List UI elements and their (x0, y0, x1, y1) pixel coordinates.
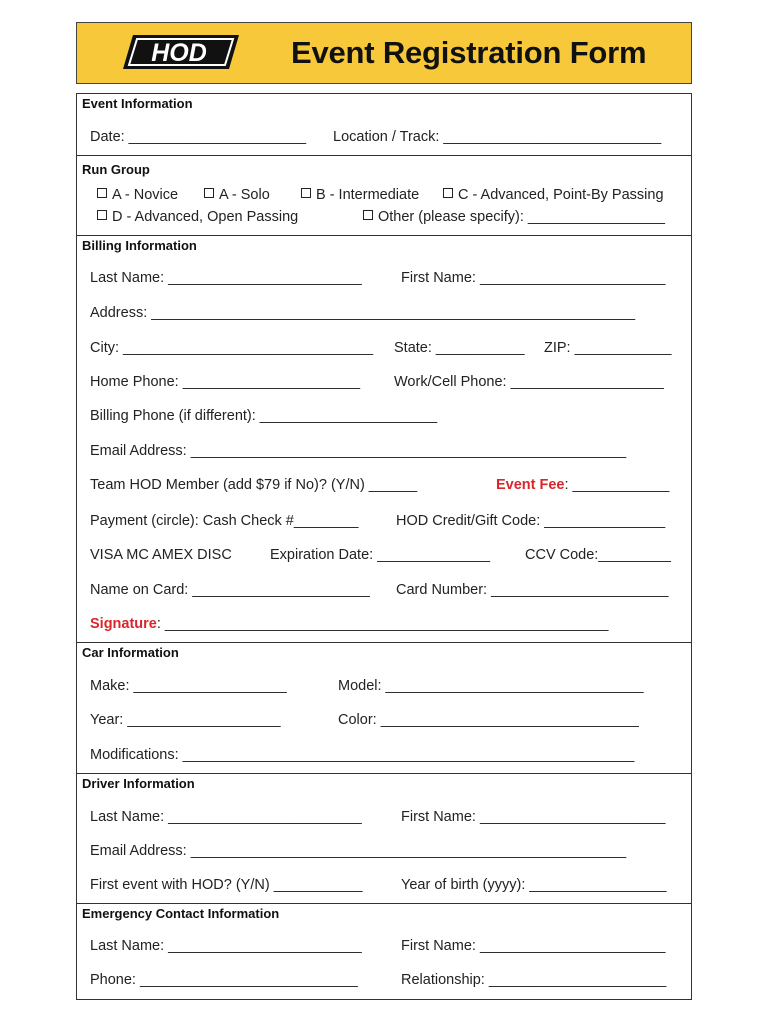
billing-work-phone-field[interactable]: Work/Cell Phone: ___________________ (394, 374, 664, 390)
billing-home-phone-field[interactable]: Home Phone: ______________________ (90, 374, 361, 390)
car-modifications-field[interactable]: Modifications: ________________________________________________________ (90, 747, 635, 763)
card-type-options[interactable]: VISA MC AMEX DISC (90, 547, 232, 563)
credit-code-field[interactable]: HOD Credit/Gift Code: _______________ (396, 513, 666, 529)
emergency-phone-field[interactable]: Phone: ___________________________ (90, 972, 358, 988)
billing-state-field[interactable]: State: ___________ (394, 340, 525, 356)
section-divider (76, 642, 692, 643)
section-divider (76, 773, 692, 774)
billing-email-field[interactable]: Email Address: ______________________________________________________ (90, 443, 627, 459)
billing-last-name-field[interactable]: Last Name: ________________________ (90, 270, 362, 286)
section-divider (76, 235, 692, 236)
ccv-code-field[interactable]: CCV Code:_________ (525, 547, 671, 563)
form-header (76, 22, 692, 84)
section-emergency-heading: Emergency Contact Information (82, 906, 280, 921)
emergency-relationship-field[interactable]: Relationship: ______________________ (401, 972, 667, 988)
event-date-field[interactable]: Date: ______________________ (90, 129, 307, 145)
event-location-field[interactable]: Location / Track: ___________________________ (333, 129, 662, 145)
section-event-heading: Event Information (82, 96, 193, 111)
payment-method-field[interactable]: Payment (circle): Cash Check #________ (90, 513, 359, 529)
event-fee-label: Event Fee (496, 477, 565, 493)
car-color-field[interactable]: Color: ________________________________ (338, 712, 639, 728)
section-divider (76, 903, 692, 904)
billing-address-field[interactable]: Address: ____________________________________________________________ (90, 305, 636, 321)
signature-field[interactable]: Signature: _______________________________________________________ (90, 616, 609, 632)
section-car-heading: Car Information (82, 645, 179, 660)
emergency-first-name-field[interactable]: First Name: _______________________ (401, 938, 666, 954)
billing-zip-field[interactable]: ZIP: ____________ (544, 340, 672, 356)
logo-text: HOD (151, 39, 207, 67)
driver-first-name-field[interactable]: First Name: _______________________ (401, 809, 666, 825)
card-number-field[interactable]: Card Number: ______________________ (396, 582, 669, 598)
event-fee-field[interactable]: Event Fee: ____________ (496, 477, 670, 493)
driver-last-name-field[interactable]: Last Name: ________________________ (90, 809, 362, 825)
checkbox-icon[interactable] (301, 188, 311, 198)
hod-logo (119, 31, 243, 73)
checkbox-icon[interactable] (443, 188, 453, 198)
billing-city-field[interactable]: City: _______________________________ (90, 340, 374, 356)
checkbox-icon[interactable] (97, 188, 107, 198)
run-group-option-c-advanced[interactable]: C - Advanced, Point-By Passing (443, 187, 664, 203)
section-run-group-heading: Run Group (82, 162, 150, 177)
emergency-last-name-field[interactable]: Last Name: ________________________ (90, 938, 362, 954)
run-group-option-d-advanced[interactable]: D - Advanced, Open Passing (97, 209, 298, 225)
billing-first-name-field[interactable]: First Name: _______________________ (401, 270, 666, 286)
driver-email-field[interactable]: Email Address: ______________________________________________________ (90, 843, 627, 859)
page-title: Event Registration Form (291, 35, 647, 70)
name-on-card-field[interactable]: Name on Card: ______________________ (90, 582, 370, 598)
run-group-option-a-solo[interactable]: A - Solo (204, 187, 270, 203)
car-make-field[interactable]: Make: ___________________ (90, 678, 287, 694)
car-model-field[interactable]: Model: ________________________________ (338, 678, 644, 694)
section-billing-heading: Billing Information (82, 238, 197, 253)
checkbox-icon[interactable] (363, 210, 373, 220)
expiration-date-field[interactable]: Expiration Date: ______________ (270, 547, 491, 563)
section-driver-heading: Driver Information (82, 776, 195, 791)
checkbox-icon[interactable] (97, 210, 107, 220)
run-group-option-other[interactable]: Other (please specify): _________________ (363, 209, 665, 225)
section-divider (76, 155, 692, 156)
checkbox-icon[interactable] (204, 188, 214, 198)
run-group-option-b-intermediate[interactable]: B - Intermediate (301, 187, 419, 203)
car-year-field[interactable]: Year: ___________________ (90, 712, 281, 728)
first-event-field[interactable]: First event with HOD? (Y/N) ___________ (90, 877, 363, 893)
birth-year-field[interactable]: Year of birth (yyyy): _________________ (401, 877, 667, 893)
run-group-option-a-novice[interactable]: A - Novice (97, 187, 178, 203)
team-member-field[interactable]: Team HOD Member (add $79 if No)? (Y/N) ______ (90, 477, 418, 493)
billing-phone-field[interactable]: Billing Phone (if different): ______________________ (90, 408, 438, 424)
signature-label: Signature (90, 616, 157, 632)
